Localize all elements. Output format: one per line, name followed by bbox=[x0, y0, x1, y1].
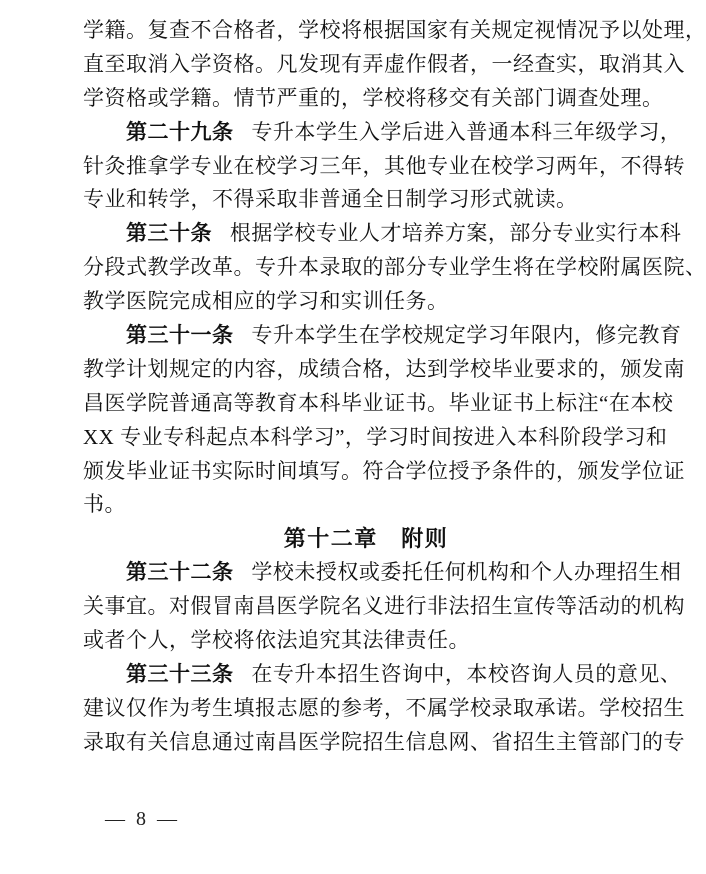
article-text: 根据学校专业人才培养方案，部分专业实行本科 bbox=[229, 221, 682, 246]
article-text: 学校未授权或委托任何机构和个人办理招生相 bbox=[251, 560, 682, 585]
article-number: 第二十九条 bbox=[126, 119, 234, 144]
text-line: 书。 bbox=[83, 492, 126, 517]
text-line: 教学计划规定的内容，成绩合格，达到学校毕业要求的，颁发南 bbox=[83, 356, 685, 381]
chapter-heading: 第十二章 附则 bbox=[283, 526, 449, 552]
text-line bbox=[83, 319, 682, 353]
article-text: 专升本学生在学校规定学习年限内，修完教育 bbox=[251, 323, 682, 348]
text-line: 直至取消入学资格。凡发现有弄虚作假者，一经查实，取消其入 bbox=[83, 51, 685, 76]
text-line: 关事宜。对假冒南昌医学院名义进行非法招生宣传等活动的机构 bbox=[83, 594, 685, 619]
text-line bbox=[83, 217, 682, 251]
document-body bbox=[83, 14, 706, 760]
text-line bbox=[83, 116, 682, 150]
page-number: — 8 — bbox=[105, 808, 180, 830]
article-number: 第三十三条 bbox=[126, 661, 234, 686]
text-line: 教学医院完成相应的学习和实训任务。 bbox=[83, 289, 449, 314]
article-number: 第三十条 bbox=[126, 221, 212, 246]
text-line: 分段式教学改革。专升本录取的部分专业学生将在学校附属医院、 bbox=[83, 255, 706, 280]
text-line: 学籍。复查不合格者，学校将根据国家有关规定视情况予以处理， bbox=[83, 18, 706, 42]
text-line: 或者个人，学校将依法追究其法律责任。 bbox=[83, 628, 470, 653]
text-line: 专业和转学，不得采取非普通全日制学习形式就读。 bbox=[83, 187, 578, 212]
text-line: 学资格或学籍。情节严重的，学校将移交有关部门调查处理。 bbox=[83, 85, 664, 110]
text-line: 针灸推拿学专业在校学习三年，其他专业在校学习两年，不得转 bbox=[83, 153, 685, 178]
text-line: XX 专业专科起点本科学习”，学习时间按进入本科阶段学习和 bbox=[83, 424, 668, 449]
article-text: 在专升本招生咨询中，本校咨询人员的意见、 bbox=[251, 661, 682, 686]
text-line: 录取有关信息通过南昌医学院招生信息网、省招生主管部门的专 bbox=[83, 729, 685, 754]
text-line: 昌医学院普通高等教育本科毕业证书。毕业证书上标注“在本校 bbox=[83, 390, 674, 415]
article-text: 专升本学生入学后进入普通本科三年级学习， bbox=[251, 119, 682, 144]
text-line: 颁发毕业证书实际时间填写。符合学位授予条件的，颁发学位证 bbox=[83, 458, 685, 483]
article-number: 第三十二条 bbox=[126, 560, 234, 585]
article-number: 第三十一条 bbox=[126, 323, 234, 348]
text-line bbox=[83, 658, 682, 692]
text-line bbox=[83, 556, 682, 590]
text-line: 建议仅作为考生填报志愿的参考，不属学校录取承诺。学校招生 bbox=[83, 695, 685, 720]
